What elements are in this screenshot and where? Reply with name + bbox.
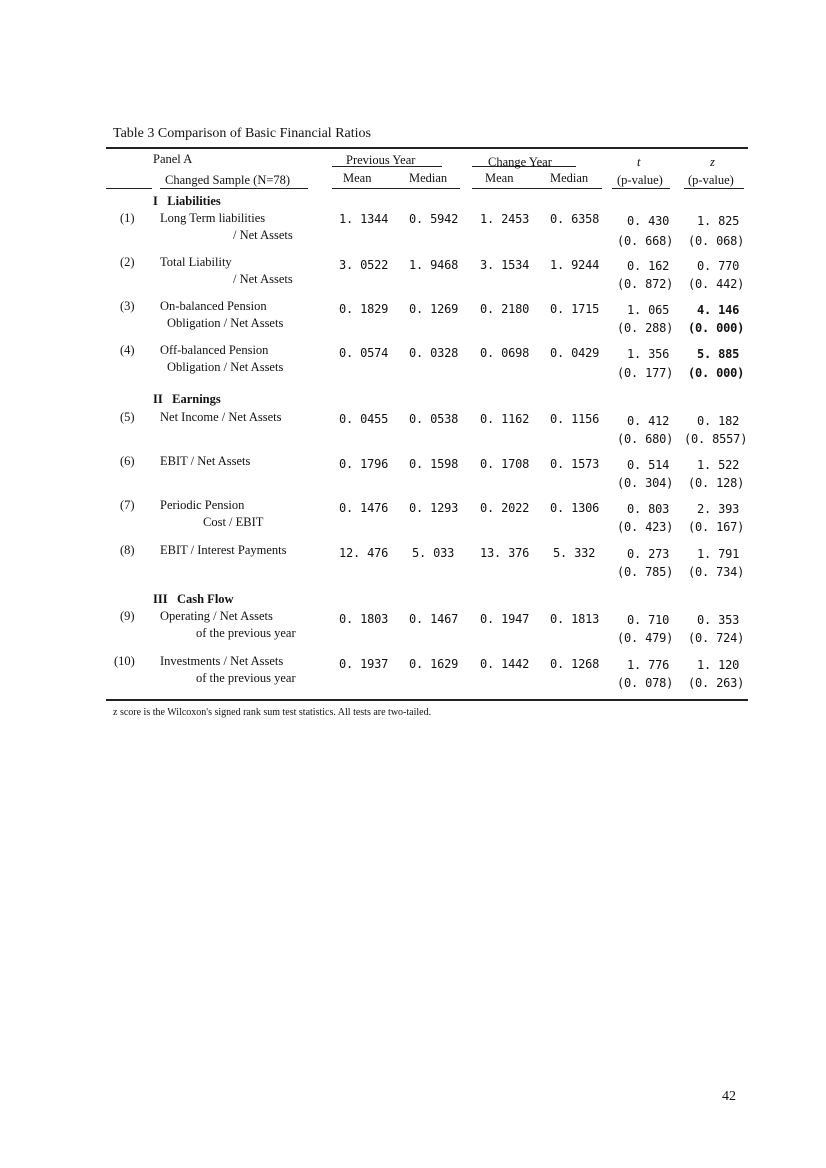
z-p-value: (0. 442) (688, 277, 745, 291)
prev-mean: 0. 1796 (339, 457, 389, 471)
prev-mean: 0. 1937 (339, 657, 389, 671)
change-mean: 0. 0698 (480, 346, 530, 360)
row-label-cont: of the previous year (196, 626, 296, 640)
change-mean: 3. 1534 (480, 258, 530, 272)
t-value: 0. 803 (627, 502, 670, 516)
section-heading-cash-flow: III Cash Flow (153, 592, 234, 606)
change-median: 0. 1715 (550, 302, 600, 316)
change-mean: 0. 1162 (480, 412, 530, 426)
t-value: 0. 514 (627, 458, 670, 472)
prev-mean: 3. 0522 (339, 258, 389, 272)
change-mean: 1. 2453 (480, 212, 530, 226)
change-median: 0. 0429 (550, 346, 600, 360)
prev-median: 1. 9468 (409, 258, 459, 272)
row-number: (4) (120, 343, 135, 357)
t-p-value: (0. 177) (617, 366, 674, 380)
t-p-value: (0. 479) (617, 631, 674, 645)
row-label: Off-balanced Pension (160, 343, 269, 357)
col-change-median: Median (550, 171, 589, 185)
row-number: (7) (120, 498, 135, 512)
t-value: 0. 273 (627, 547, 670, 561)
header-rule-sample (160, 188, 308, 189)
change-median: 5. 332 (553, 546, 596, 560)
row-number: (9) (120, 609, 135, 623)
prev-median: 0. 1293 (409, 501, 459, 515)
z-p-value: (0. 724) (688, 631, 745, 645)
row-label: Investments / Net Assets (160, 654, 284, 668)
col-z-sub: (p-value) (688, 173, 734, 187)
z-value: 4. 146 (697, 303, 740, 317)
z-value: 5. 885 (697, 347, 740, 361)
z-value: 0. 182 (697, 414, 740, 428)
t-value: 1. 065 (627, 303, 670, 317)
z-value: 2. 393 (697, 502, 740, 516)
change-median: 0. 1306 (550, 501, 600, 515)
t-value: 1. 776 (627, 658, 670, 672)
prev-mean: 12. 476 (339, 546, 389, 560)
prev-mean: 1. 1344 (339, 212, 389, 226)
row-label-cont: Cost / EBIT (203, 515, 264, 529)
prev-median: 5. 033 (412, 546, 455, 560)
z-p-value: (0. 8557) (684, 432, 748, 446)
col-t: t (637, 155, 641, 169)
row-number: (8) (120, 543, 135, 557)
change-mean: 0. 1947 (480, 612, 530, 626)
row-number: (6) (120, 454, 135, 468)
row-label: Long Term liabilities (160, 211, 266, 225)
prev-mean: 0. 0455 (339, 412, 389, 426)
col-t-sub: (p-value) (617, 173, 663, 187)
t-p-value: (0. 304) (617, 476, 674, 490)
z-p-value: (0. 128) (688, 476, 745, 490)
table-title: Table 3 Comparison of Basic Financial Ratios (113, 126, 371, 141)
group-change-year: Change Year (488, 155, 552, 169)
t-p-value: (0. 680) (617, 432, 674, 446)
group-previous-year: Previous Year (346, 153, 416, 167)
row-label: EBIT / Interest Payments (160, 543, 287, 557)
z-p-value: (0. 263) (688, 676, 745, 690)
change-mean: 13. 376 (480, 546, 530, 560)
row-label: Total Liability (160, 255, 232, 269)
change-mean: 0. 1708 (480, 457, 530, 471)
prev-median: 0. 1269 (409, 302, 459, 316)
row-number: (5) (120, 410, 135, 424)
change-mean: 0. 1442 (480, 657, 530, 671)
change-median: 0. 1268 (550, 657, 600, 671)
header-rule-change (472, 188, 602, 189)
z-value: 0. 353 (697, 613, 740, 627)
row-label: Net Income / Net Assets (160, 410, 282, 424)
change-median: 0. 1813 (550, 612, 600, 626)
section-heading-liabilities: I Liabilities (153, 194, 221, 208)
col-change-mean: Mean (485, 171, 514, 185)
z-value: 1. 791 (697, 547, 740, 561)
change-median: 0. 6358 (550, 212, 600, 226)
change-median: 1. 9244 (550, 258, 600, 272)
panel-label: Panel A (153, 152, 193, 166)
row-label: On-balanced Pension (160, 299, 267, 313)
t-value: 0. 710 (627, 613, 670, 627)
z-value: 1. 522 (697, 458, 740, 472)
z-p-value: (0. 000) (688, 321, 745, 335)
section-heading-earnings: II Earnings (153, 392, 221, 406)
prev-median: 0. 1629 (409, 657, 459, 671)
page-number: 42 (722, 1089, 736, 1104)
row-label-cont: / Net Assets (233, 228, 293, 242)
row-label: Operating / Net Assets (160, 609, 273, 623)
t-p-value: (0. 078) (617, 676, 674, 690)
t-p-value: (0. 668) (617, 234, 674, 248)
t-value: 0. 430 (627, 214, 670, 228)
z-p-value: (0. 000) (688, 366, 745, 380)
header-rule-left (106, 188, 152, 189)
row-label: EBIT / Net Assets (160, 454, 251, 468)
prev-median: 0. 0538 (409, 412, 459, 426)
z-p-value: (0. 734) (688, 565, 745, 579)
change-median: 0. 1573 (550, 457, 600, 471)
row-label-cont: of the previous year (196, 671, 296, 685)
t-p-value: (0. 423) (617, 520, 674, 534)
z-value: 0. 770 (697, 259, 740, 273)
t-value: 0. 162 (627, 259, 670, 273)
change-mean: 0. 2022 (480, 501, 530, 515)
col-prev-median: Median (409, 171, 448, 185)
z-p-value: (0. 068) (688, 234, 745, 248)
z-p-value: (0. 167) (688, 520, 745, 534)
change-mean: 0. 2180 (480, 302, 530, 316)
change-median: 0. 1156 (550, 412, 600, 426)
prev-mean: 0. 1803 (339, 612, 389, 626)
row-number: (1) (120, 211, 135, 225)
t-value: 1. 356 (627, 347, 670, 361)
t-value: 0. 412 (627, 414, 670, 428)
bottom-rule (106, 699, 748, 701)
row-label-cont: / Net Assets (233, 272, 293, 286)
t-p-value: (0. 288) (617, 321, 674, 335)
row-label-cont: Obligation / Net Assets (167, 316, 284, 330)
t-p-value: (0. 872) (617, 277, 674, 291)
z-value: 1. 825 (697, 214, 740, 228)
t-p-value: (0. 785) (617, 565, 674, 579)
col-z: z (710, 155, 715, 169)
prev-median: 0. 0328 (409, 346, 459, 360)
prev-mean: 0. 1476 (339, 501, 389, 515)
row-label: Periodic Pension (160, 498, 245, 512)
table-footnote: z score is the Wilcoxon's signed rank sum test statistics. All tests are two-tailed. (113, 707, 432, 718)
row-number: (2) (120, 255, 135, 269)
prev-median: 0. 1598 (409, 457, 459, 471)
row-label-cont: Obligation / Net Assets (167, 360, 284, 374)
sample-label: Changed Sample (N=78) (165, 173, 291, 187)
header-rule-prev (332, 188, 460, 189)
row-number: (3) (120, 299, 135, 313)
header-rule-z (684, 188, 744, 189)
prev-median: 0. 5942 (409, 212, 459, 226)
z-value: 1. 120 (697, 658, 740, 672)
prev-median: 0. 1467 (409, 612, 459, 626)
col-prev-mean: Mean (343, 171, 372, 185)
top-rule (106, 147, 748, 149)
header-rule-t (612, 188, 670, 189)
prev-mean: 0. 0574 (339, 346, 389, 360)
row-number: (10) (114, 654, 135, 668)
prev-mean: 0. 1829 (339, 302, 389, 316)
